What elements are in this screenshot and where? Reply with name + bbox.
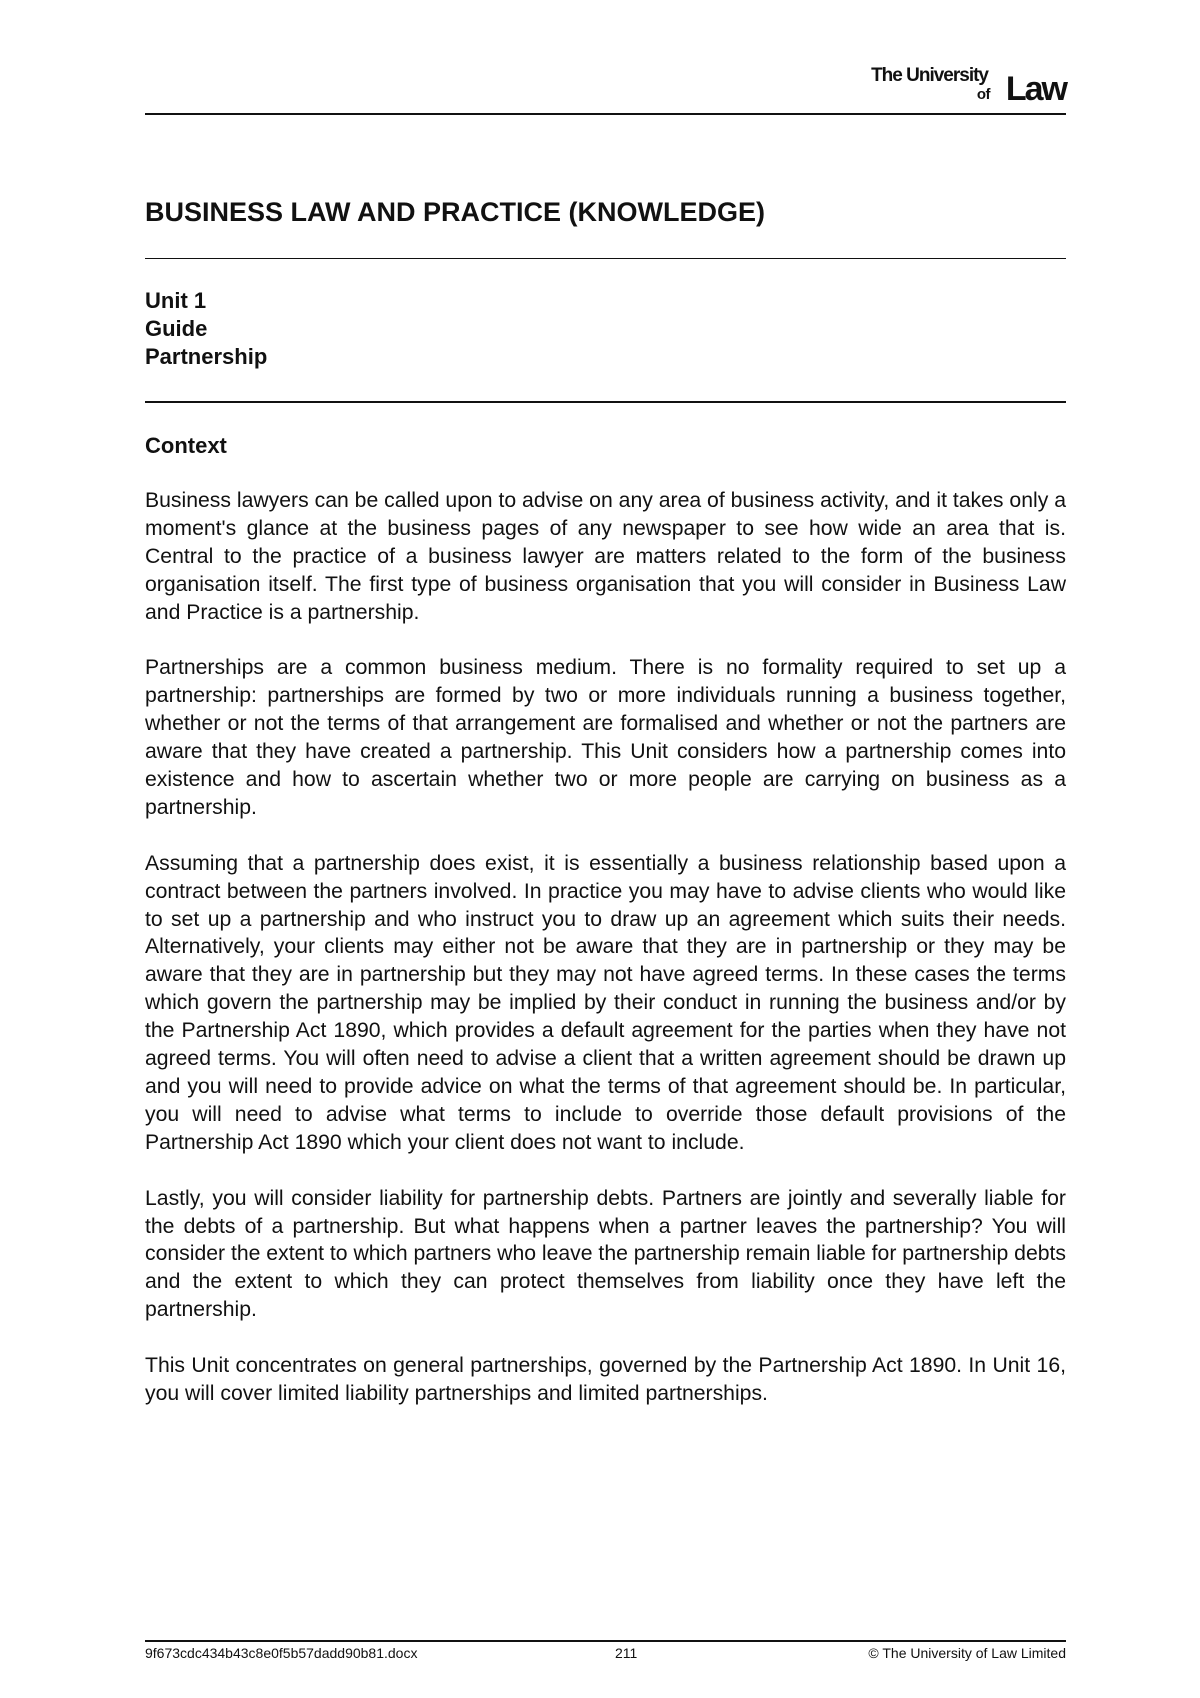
- paragraph: Assuming that a partnership does exist, it is essentially a business relationship based upon a contract between the partners involved. In practice you may have to advise clients who would like to set up a partnership and who instruct you to draw up an agreement which suits their needs. Alternatively, your clients may either not be aware that they are in partnership or they may be aware that they are in partnership but they may not have agreed terms. In these cases the terms which govern the partnership may be implied by their conduct in running the business and/or by the Partnership Act 1890, which provides a default agreement for the parties when they have not agreed terms. You will often need to advise a client that a written agreement should be drawn up and you will need to provide advice on what the terms of that agreement should be. In particular, you will need to advise what terms to include to override those default provisions of the Partnership Act 1890 which your client does not want to include.: [145, 851, 1066, 1154]
- footer-copyright: © The University of Law Limited: [868, 1645, 1066, 1661]
- university-logo: [856, 66, 1066, 106]
- document-page: [145, 0, 1066, 1698]
- paragraph: Lastly, you will consider liability for partnership debts. Partners are jointly and severally liable for the debts of a partnership. But what happens when a partner leaves the partnership? You will consider the extent to which partners who leave the partnership remain liable for partnership debts and the extent to which they can protect themselves from liability once they have left the partnership.: [145, 1186, 1066, 1322]
- unit-rule: [145, 401, 1066, 403]
- paragraph: This Unit concentrates on general partnerships, governed by the Partnership Act 1890. In Unit 16, you will cover limited liability partnerships and limited partnerships.: [145, 1354, 1066, 1405]
- unit-type: Guide: [145, 316, 208, 341]
- unit-topic: Partnership: [145, 344, 268, 369]
- document-title: BUSINESS LAW AND PRACTICE (KNOWLEDGE): [145, 197, 765, 227]
- logo-of: of: [976, 86, 990, 103]
- footer-page-number: 211: [615, 1645, 638, 1661]
- body-text: [145, 487, 1066, 1436]
- unit-info: [145, 287, 267, 371]
- logo-line1: The University: [871, 65, 988, 86]
- page-footer: [145, 1643, 1066, 1663]
- title-rule: [145, 258, 1066, 259]
- paragraph: Business lawyers can be called upon to advise on any area of business activity, and it takes only a moment's glance at the business pages of any newspaper to see how wide an area that is. Central to the practice of a business lawyer are matters related to the form of the business organisation itself. The first type of business organisation that you will consider in Business Law and Practice is a partnership.: [145, 489, 1066, 624]
- unit-number: Unit 1: [145, 288, 207, 313]
- header-rule: [145, 113, 1066, 115]
- section-heading: Context: [145, 433, 227, 458]
- footer-filename: 9f673cdc434b43c8e0f5b57dadd90b81.docx: [145, 1645, 418, 1661]
- logo-law: Law: [1005, 70, 1066, 108]
- footer-rule: [145, 1640, 1066, 1642]
- paragraph: Partnerships are a common business medium. There is no formality required to set up a partnership: partnerships are formed by two or more individuals running a business together, whether or not the terms of that arrangement are formalised and whether or not the partners are aware that they have created a partnership. This Unit considers how a partnership comes into existence and how to ascertain whether two or more people are carrying on business as a partnership.: [145, 656, 1066, 819]
